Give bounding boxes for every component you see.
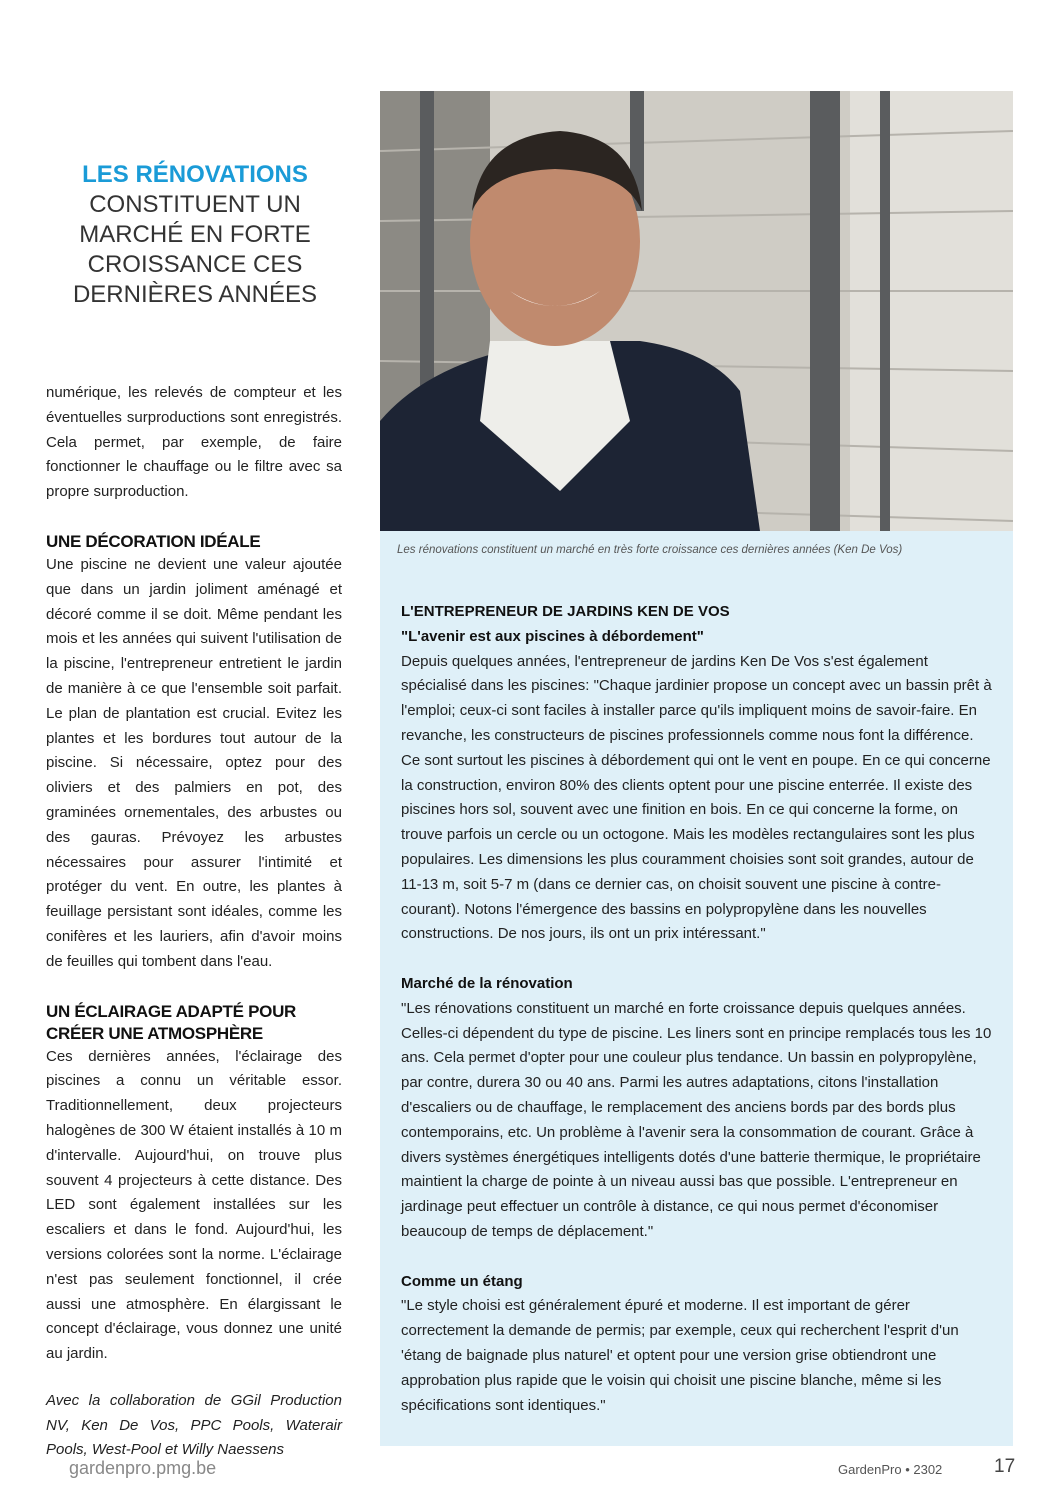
heading-pond: Comme un étang — [401, 1272, 523, 1290]
pull-quote-highlight: LES RÉNOVATIONS — [82, 161, 308, 188]
photo-caption: Les rénovations constituent un marché en très forte croissance ces dernières années (Ken De Vos) — [397, 544, 903, 556]
heading-lighting: UN ÉCLAIRAGE ADAPTÉ POUR CRÉER UNE ATMOSPHÈRE — [46, 1001, 297, 1043]
paragraph-decoration: Une piscine ne devient une valeur ajoutée que dans un jardin joliment aménagé et décoré comme il se doit. Même pendant les mois et les années qui suivent l'utilisation de la piscine, l'entrepreneur entretient le jardin de manière à ce que l'ensemble soit parfait. Le plan de plantation est crucial. Evitez les plantes et les bordures tout autour de la piscine. Si nécessaire, optez pour des oliviers et des palmiers en pot, des graminées ornementales, des arbustes ou des gauras. Prévoyez les arbustes nécessaires pour assurer l'intimité et protéger du vent. En outre, les plantes à feuillage persistant sont idéales, comme les conifères et les lauriers, afin d'avoir moins de feuilles qui tombent dans l'eau. — [46, 555, 342, 970]
heading-decoration: UNE DÉCORATION IDÉALE — [46, 531, 261, 551]
box-paragraph-1: Depuis quelques années, l'entrepreneur de jardins Ken De Vos s'est également spécialisé dans les piscines: "Chaque jardinier propose un concept avec un bassin prêt à l'emploi; ceux-ci sont faciles à installer parce qu'ils impliquent moins de savoir-faire. En revanche, les constructeurs de piscines professionnels comme nous font la différence. Ce sont surtout les piscines à débordement qui ont le vent en poupe. En ce qui concerne la construction, environ 80% des clients optent pour une piscine enterrée. Il existe des piscines hors sol, souvent avec une finition en bois. En ce qui concerne la forme, on trouve parfois un cercle ou un octogone. Mais les modèles rectangulaires sont les plus populaires. Les dimensions les plus couramment choisies sont soit grandes, autour de 11-13 m, soit 5-7 m (dans ce dernier cas, on choisit souvent une piscine à contre-courant). Notons l'émergence des bassins en polypropylène dans les nouvelles constructions. De nos jours, ils ont un prix intéressant." — [401, 652, 992, 943]
collaboration-credit: Avec la collaboration de GGil Production NV, Ken De Vos, PPC Pools, Waterair Pools, West-Pool et Willy Naessens — [46, 1391, 342, 1459]
left-column — [46, 381, 342, 1463]
intro-paragraph: numérique, les relevés de compteur et les éventuelles surproductions sont enregistrés. Cela permet, par exemple, de faire fonctionner le chauffage ou le filtre avec sa propre surproduction. — [46, 384, 342, 501]
pull-quote-text: CONSTITUENT UN MARCHÉ EN FORTE CROISSANCE CES DERNIÈRES ANNÉES — [72, 191, 318, 308]
footer-magazine: GardenPro • 2302 — [838, 1462, 943, 1477]
heading-renovation: Marché de la rénovation — [401, 974, 573, 992]
box-paragraph-2: "Les rénovations constituent un marché en forte croissance depuis quelques années. Celles-ci dépendent du type de piscine. Les liners sont en principe remplacés tous les 10 ans. Cela permet d'opter pour une couleur plus tendance. Un bassin en polypropylène, par contre, durera 30 ou 40 ans. Parmi les autres adaptations, citons l'installation d'escaliers ou de chauffage, le remplacement des anciens bords par des bords plus contemporains, etc. Un problème à l'avenir sera la consommation de courant. Grâce à divers systèmes énergétiques intelligents dotés d'une batterie thermique, le propriétaire maintient la charge de pointe à un niveau aussi bas que possible. L'entrepreneur en jardinage peut effectuer un contrôle à distance, ce qui nous permet d'économiser beaucoup de temps de déplacement." — [401, 999, 992, 1240]
box-title: L'ENTREPRENEUR DE JARDINS KEN DE VOS — [401, 603, 730, 620]
interview-content — [401, 600, 993, 1443]
portrait-illustration — [380, 91, 1013, 531]
portrait-photo — [380, 91, 1013, 531]
paragraph-lighting: Ces dernières années, l'éclairage des piscines a connu un véritable essor. Traditionnellement, deux projecteurs halogènes de 300 W étaient installés à 10 m d'intervalle. Aujourd'hui, on trouve plus souvent 4 projecteurs à cette distance. Des LED sont également installées sur les escaliers et dans le fond. Aujourd'hui, les versions colorées sont la norme. L'éclairage n'est pas seulement fonctionnel, il crée aussi une atmosphère. En élargissant le concept d'éclairage, vous donnez une unité au jardin. — [46, 1047, 342, 1363]
box-subtitle: "L'avenir est aux piscines à débordement" — [401, 627, 704, 645]
box-paragraph-3: "Le style choisi est généralement épuré et moderne. Il est important de gérer correctement la demande de permis; par exemple, ceux qui recherchent l'esprit d'un 'étang de baignade plus naturel' et optent pour une version grise obtiendront une approbation plus rapide que le voisin qui choisit une piscine blanche, même si les spécifications sont identiques." — [401, 1297, 959, 1414]
footer-url[interactable]: gardenpro.pmg.be — [69, 1458, 217, 1478]
page-number: 17 — [994, 1456, 1016, 1477]
pull-quote — [50, 160, 340, 310]
